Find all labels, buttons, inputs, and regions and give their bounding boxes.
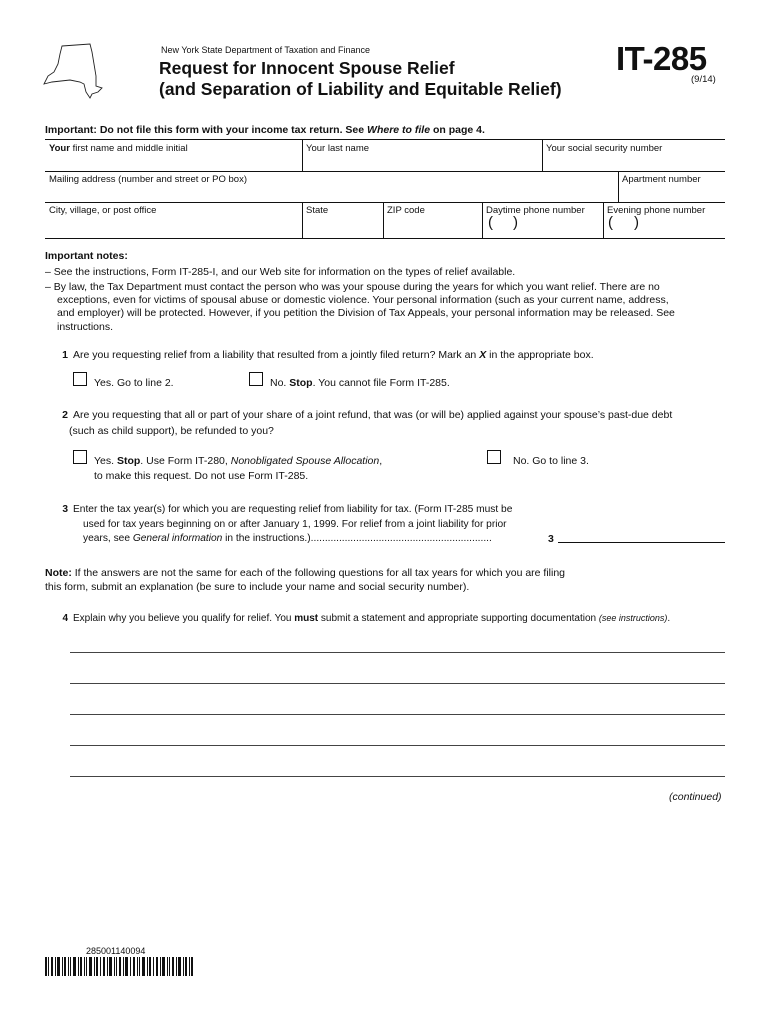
barcode-image xyxy=(45,957,193,976)
explanation-line[interactable] xyxy=(70,652,725,653)
question-3: 3 Enter the tax year(s) for which you are requesting relief from liability for tax. (Form IT-285 must be used for tax years beginning on or after January 1, 1999. For relief from a joint liability for prior years, see General information in the instructions.)................................................................ xyxy=(62,504,513,544)
question-2: 2 Are you requesting that all or part of your share of a joint refund, that was (or will be) applied against your spouse’s past-due debt (such as child support), be refunded to you? xyxy=(62,409,673,437)
ny-state-outline-logo xyxy=(40,42,106,100)
q2-no-label: No. Go to line 3. xyxy=(513,455,589,467)
q1-yes-checkbox[interactable] xyxy=(73,372,87,386)
barcode-number: 285001140094 xyxy=(86,946,146,956)
day-area-open-paren: ( xyxy=(488,214,493,231)
note-1: – See the instructions, Form IT-285-I, and our Web site for information on the types of relief available. xyxy=(45,266,516,278)
explanation-line[interactable] xyxy=(70,683,725,684)
last-name-field[interactable]: Your last name xyxy=(306,143,370,154)
q1-no-label: No. Stop. You cannot file Form IT-285. xyxy=(270,377,450,389)
question-1: 1 Are you requesting relief from a liability that resulted from a jointly filed return? Mark an X in the appropriate box. xyxy=(62,349,594,361)
mailing-address-field[interactable]: Mailing address (number and street or PO box) xyxy=(49,174,248,185)
q2-no-checkbox[interactable] xyxy=(487,450,501,464)
tax-years-input-line[interactable] xyxy=(558,542,725,543)
ssn-field[interactable]: Your social security number xyxy=(546,143,663,154)
department-name: New York State Department of Taxation and Finance xyxy=(161,45,370,55)
note-2: – By law, the Tax Department must contact the person who was your spouse during the years for which you want relief. There are no exceptions, even for victims of spousal abuse or domestic violence. Your personal information (such as your current name, address, and employer) will be protected. However, if you petition the Division of Tax Appeals, your personal information may be released. See instructions. xyxy=(45,281,675,333)
leader-dots: ................................................................ xyxy=(310,533,492,544)
first-name-field[interactable]: Your first name and middle initial xyxy=(49,143,188,154)
note-block: Note: If the answers are not the same for each of the following questions for all tax years for which you are filing this form, submit an explanation (be sure to include your name and social security number). xyxy=(45,567,566,593)
continued-label: (continued) xyxy=(669,791,722,803)
important-notice: Important: Do not file this form with your income tax return. See Where to file on page 4. xyxy=(45,124,485,136)
q3-line-number: 3 xyxy=(548,533,554,545)
city-field[interactable]: City, village, or post office xyxy=(49,205,157,216)
notes-heading: Important notes: xyxy=(45,250,128,262)
eve-area-close-paren: ) xyxy=(634,214,639,231)
q2-yes-label: Yes. Stop. Use Form IT-280, Nonobligated Spouse Allocation, to make this request. Do not use Form IT-285. xyxy=(94,455,383,482)
q1-yes-label: Yes. Go to line 2. xyxy=(94,377,174,389)
q2-yes-checkbox[interactable] xyxy=(73,450,87,464)
form-number: IT-285 xyxy=(616,40,707,77)
state-field[interactable]: State xyxy=(306,205,329,216)
daytime-phone-field[interactable]: Daytime phone number xyxy=(486,205,585,216)
identification-grid xyxy=(45,139,725,239)
q1-no-checkbox[interactable] xyxy=(249,372,263,386)
evening-phone-field[interactable]: Evening phone number xyxy=(607,205,706,216)
explanation-line[interactable] xyxy=(70,776,725,777)
form-revision: (9/14) xyxy=(691,74,716,85)
eve-area-open-paren: ( xyxy=(608,214,613,231)
explanation-line[interactable] xyxy=(70,714,725,715)
explanation-line[interactable] xyxy=(70,745,725,746)
question-4: 4 Explain why you believe you qualify for relief. You must submit a statement and appropriate supporting documentation (see instructions). xyxy=(62,613,671,624)
form-title: Request for Innocent Spouse Relief (and Separation of Liability and Equitable Relief) xyxy=(159,58,562,99)
day-area-close-paren: ) xyxy=(513,214,518,231)
apartment-field[interactable]: Apartment number xyxy=(622,174,701,185)
zip-field[interactable]: ZIP code xyxy=(387,205,425,216)
